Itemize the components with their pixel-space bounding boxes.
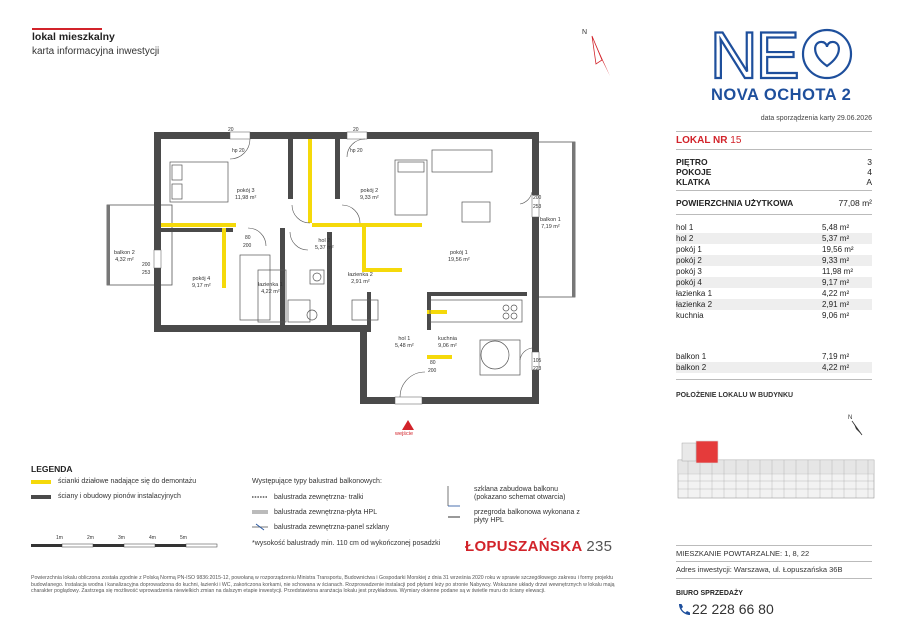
sales-office-label: BIURO SPRZEDAŻY (676, 590, 743, 597)
scale-2m: 2m (87, 535, 94, 541)
page-subtitle: karta informacyjna inwestycji (32, 46, 160, 57)
plan-room-label (395, 336, 414, 349)
phone-icon (676, 602, 690, 616)
room-area: 2,91 m² (822, 300, 850, 309)
scale-3m: 3m (118, 535, 125, 541)
scale-4m: 4m (149, 535, 156, 541)
svg-text:N: N (848, 415, 853, 421)
detail-key: POKOJE (676, 167, 712, 177)
room-area: 5,37 m² (822, 234, 850, 243)
room-area: 19,56 m² (822, 245, 854, 254)
room-area: 5,48 m² (822, 223, 850, 232)
plan-room-label (540, 217, 561, 230)
balustrade-height-note: *wysokość balustrady min. 110 cm od wykończonej posadzki (252, 540, 441, 547)
room-area: 9,17 m² (822, 278, 850, 287)
location-title: POŁOŻENIE LOKALU W BUDYNKU (676, 392, 794, 399)
plan-room-name: pokój 1 (449, 250, 468, 256)
plan-room-area: 9,06 m² (438, 342, 457, 349)
glass-enclosure-icon (444, 484, 464, 529)
room-name: hol 1 (676, 223, 694, 232)
balcony-area: 4,22 m² (822, 363, 850, 372)
scale-5m: 5m (180, 535, 187, 541)
investment-address: Adres inwestycji: Warszawa, ul. Łopuszańska 36B (676, 565, 843, 574)
brand-number: 235 (586, 538, 613, 555)
room-name: pokój 1 (676, 245, 702, 254)
room-name: kuchnia (676, 311, 704, 320)
plan-room-name: pokój 4 (192, 276, 211, 282)
detail-row-floor (676, 157, 872, 167)
plan-room-label (258, 282, 283, 295)
repeated-units: MIESZKANIE POWTARZALNE: 1, 8, 22 (676, 549, 810, 558)
room-row (676, 255, 872, 266)
balcony-name: balkon 2 (676, 363, 707, 372)
detail-row-staircase (676, 177, 872, 187)
neo-logo (710, 22, 860, 84)
usable-area-value: 77,08 m² (838, 198, 872, 208)
plan-room-name: łazienka 1 (258, 282, 283, 288)
plan-room-area: 5,37 m² (315, 244, 334, 251)
divider (676, 561, 872, 562)
room-row (676, 266, 872, 277)
plan-room-name: hol 1 (398, 336, 411, 342)
usable-area-label: POWIERZCHNIA UŻYTKOWA (676, 198, 794, 208)
balcony-name: balkon 1 (676, 352, 707, 361)
divider (676, 214, 872, 215)
legend-swatch-yellow (31, 480, 51, 484)
room-name: łazienka 1 (676, 289, 713, 298)
plan-room-name: pokój 3 (236, 188, 255, 194)
brand-main: ŁOPUSZAŃSKA (465, 538, 582, 555)
balustrade-type-1: balustrada zewnętrzna- tralki (274, 494, 364, 501)
room-row (676, 299, 872, 310)
plan-room-label (315, 238, 334, 251)
divider (676, 379, 872, 380)
legend-item-walls: ściany i obudowy pionów instalacyjnych (58, 493, 181, 500)
balcony-area: 7,19 m² (822, 352, 850, 361)
room-area: 11,98 m² (822, 267, 853, 276)
plan-room-area: 4,32 m² (115, 256, 134, 263)
detail-row-rooms (676, 167, 872, 177)
brand-logo (465, 538, 612, 555)
floor-plan (90, 120, 590, 440)
room-name: pokój 4 (676, 278, 702, 287)
divider (676, 190, 872, 191)
detail-value: A (866, 177, 872, 187)
room-name: hol 2 (676, 234, 694, 243)
legend-swatch-dark (31, 495, 51, 499)
plan-room-label (348, 272, 373, 285)
page-title: lokal mieszkalny (32, 31, 115, 43)
glass-enclosure-text: szklana zabudowa balkonu (pokazano schemat otwarcia) (474, 486, 566, 501)
room-row (676, 244, 872, 255)
usable-area-row (676, 198, 872, 208)
detail-key: PIĘTRO (676, 157, 708, 167)
north-arrow-icon (580, 24, 620, 84)
plan-room-area: 9,33 m² (360, 194, 379, 201)
room-name: łazienka 2 (676, 300, 713, 309)
plan-room-area: 4,22 m² (261, 288, 280, 295)
logo-name: NOVA OCHOTA 2 (711, 86, 852, 104)
plan-room-label (438, 336, 457, 349)
plan-room-area: 19,56 m² (448, 256, 470, 263)
card-date: data sporządzenia karty 29.06.2026 (760, 115, 872, 122)
legend-item-demountable: ścianki działowe nadające się do demontażu (58, 478, 197, 485)
plan-room-name: łazienka 2 (348, 272, 373, 278)
plan-room-area: 7,19 m² (541, 223, 560, 230)
balcony-row (676, 362, 872, 373)
legend-title: LEGENDA (31, 464, 73, 474)
header-accent-line (32, 28, 102, 30)
balcony-row (676, 351, 872, 362)
plan-room-name: pokój 2 (360, 188, 379, 194)
lokal-label: LOKAL NR (676, 135, 728, 146)
room-name: pokój 2 (676, 256, 702, 265)
balustrade-icons (252, 494, 270, 538)
building-location-plan (676, 405, 876, 545)
room-area: 9,33 m² (822, 256, 850, 265)
plan-room-label (192, 276, 211, 289)
room-name: pokój 3 (676, 267, 702, 276)
plan-room-area: 11,98 m² (235, 194, 257, 201)
room-row (676, 277, 872, 288)
balustrade-type-2: balustrada zewnętrzna-płyta HPL (274, 509, 378, 516)
divider (676, 578, 872, 579)
room-area: 9,06 m² (822, 311, 850, 320)
plan-room-name: hol 2 (318, 238, 331, 244)
hpl-partition-text: przegroda balkonowa wykonana z płyty HPL (474, 509, 580, 524)
room-row (676, 288, 872, 299)
plan-room-label (360, 188, 379, 201)
plan-room-area: 5,48 m² (395, 342, 414, 349)
plan-room-label (235, 188, 256, 201)
plan-room-label (114, 250, 135, 263)
detail-key: KLATKA (676, 177, 711, 187)
svg-text:NE: NE (710, 22, 798, 84)
divider (676, 131, 872, 132)
lokal-number (676, 135, 741, 146)
plan-room-name: balkon 1 (540, 217, 561, 223)
balustrade-title: Występujące typy balustrad balkonowych: (252, 478, 382, 485)
plan-room-name: kuchnia (438, 336, 457, 342)
entrance-label: wejście (395, 431, 414, 437)
plan-room-name: balkon 2 (114, 250, 135, 256)
room-row (676, 233, 872, 244)
room-row (676, 310, 872, 321)
sales-phone[interactable]: 22 228 66 80 (692, 601, 774, 617)
plan-room-label (448, 250, 470, 263)
scale-1m: 1m (56, 535, 63, 541)
balustrade-type-3: balustrada zewnętrzna-panel szklany (274, 524, 390, 531)
room-row (676, 222, 872, 233)
footnote: Powierzchnia lokalu obliczona została zgodnie z Polską Normą PN-ISO 9836:2015-12, powołaną w rozporządzeniu Ministra Transportu, Budownictwa i Gospodarki Morskiej z dnia 31 września 2020 roku w sprawie szczegółowego zakresu i formy projektu budowlanego. Instalacja wodna i kanalizacyjna doprowadzona do kuchni, łazienki i WC, zakończona korkami, nie schowana w ścianach. Rozprowadzenie instalacji pod płytami leży po stronie Nabywcy. Wskazane układy drzwi wewnętrznych w lokalu mają charakter poglądowy. Zastrzega się możliwość wprowadzenia niewielkich zmian na dalszym etapie inwestycji. Przedstawiona aranżacja lokalu jest przykładowa. Wymiary okienne podane są w świetle muru do ściany elewacji. (31, 575, 615, 594)
plan-room-area: 2,91 m² (351, 278, 370, 285)
plan-room-area: 9,17 m² (192, 282, 211, 289)
detail-value: 4 (867, 167, 872, 177)
lokal-number-value: 15 (730, 135, 742, 146)
divider (676, 545, 872, 546)
room-area: 4,22 m² (822, 289, 850, 298)
divider (676, 149, 872, 150)
svg-text:N: N (582, 29, 588, 36)
detail-value: 3 (867, 157, 872, 167)
